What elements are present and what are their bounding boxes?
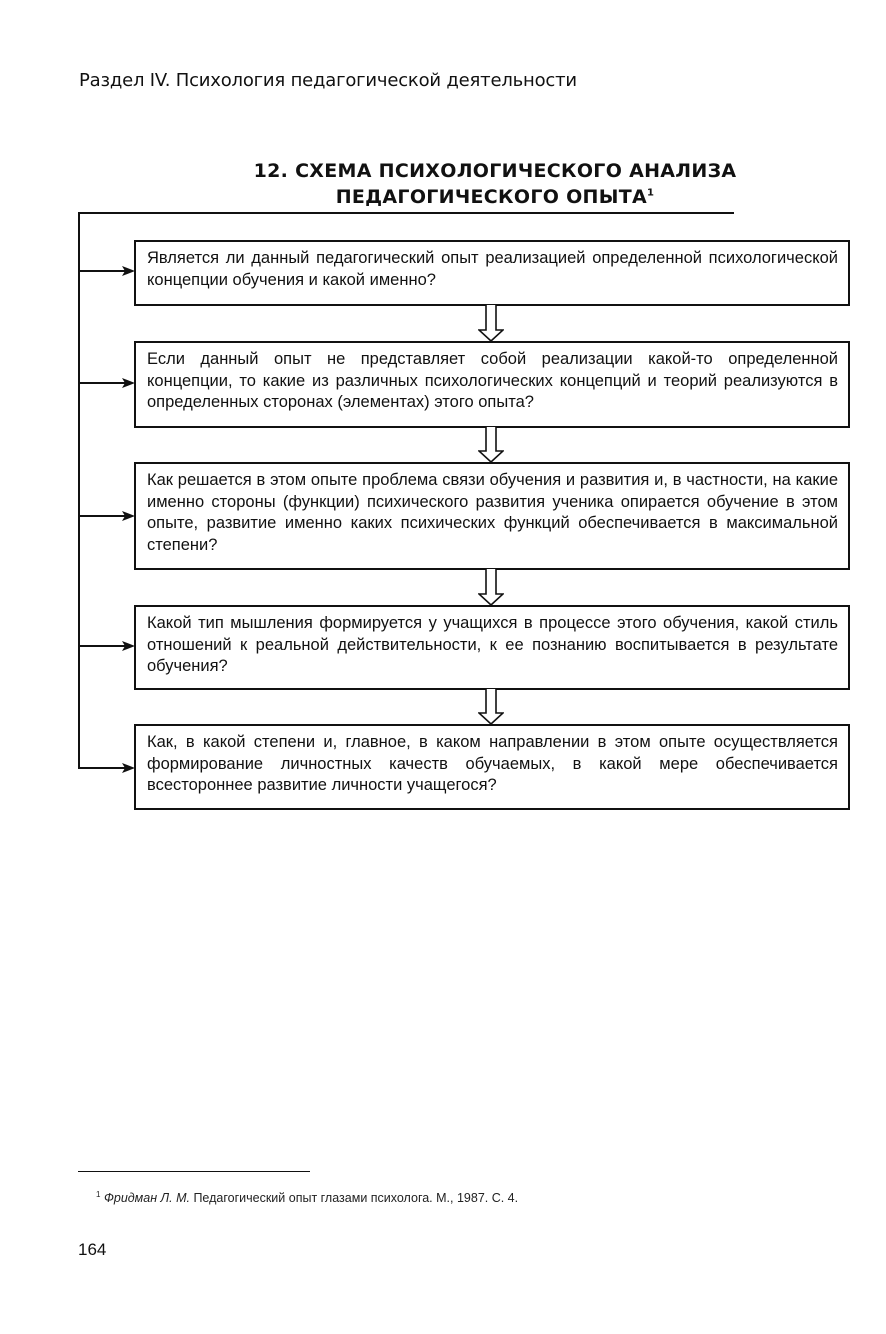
question-box-3: Как решается в этом опыте проблема связи обучения и развития и, в частности, на какие именно стороны (функции) психического развития ученика опирается обучение в этом опыте, развитие именно каких психических функций обеспечивается в максимальной степени? bbox=[134, 462, 850, 570]
hollow-arrow-down-icon bbox=[478, 569, 504, 606]
question-box-2: Если данный опыт не представляет собой реализации какой-то определенной концепции, то какие из различных психологических концепций и теорий реализуются в определенных сторонах (элементах) этого опыта? bbox=[134, 341, 850, 428]
arrow-right-icon bbox=[78, 640, 136, 652]
arrow-right-icon bbox=[78, 377, 136, 389]
question-box-4: Какой тип мышления формируется у учащихся в процессе этого обучения, какой стиль отношений к реальной действительности, к ее познанию воспитывается в результате обучения? bbox=[134, 605, 850, 690]
frame-left-line bbox=[78, 212, 80, 769]
question-box-5: Как, в какой степени и, главное, в каком направлении в этом опыте осуществляется формирование личностных качеств обучаемых, в какой мере обеспечивается всестороннее развитие личности учащегося? bbox=[134, 724, 850, 810]
arrow-right-icon bbox=[78, 265, 136, 277]
footnote-author: Фридман Л. М. bbox=[103, 1191, 190, 1205]
arrow-right-icon bbox=[78, 762, 136, 774]
footnote-text: Педагогический опыт глазами психолога. М., 1987. С. 4. bbox=[189, 1191, 519, 1205]
hollow-arrow-down-icon bbox=[478, 689, 504, 725]
footnote-mark: 1 bbox=[96, 1189, 101, 1199]
hollow-arrow-down-icon bbox=[478, 427, 504, 463]
diagram-title bbox=[150, 158, 840, 210]
footnote bbox=[96, 1191, 518, 1205]
question-box-1: Является ли данный педагогический опыт реализацией определенной психологической концепции обучения и какой именно? bbox=[134, 240, 850, 306]
title-line-2: ПЕДАГОГИЧЕСКОГО ОПЫТА$^1$ bbox=[335, 186, 655, 208]
footnote-rule bbox=[78, 1171, 310, 1172]
arrow-right-icon bbox=[78, 510, 136, 522]
title-footnote-mark: 1 bbox=[647, 187, 655, 199]
page-number: 164 bbox=[78, 1240, 107, 1259]
title-line-1: 12. СХЕМА ПСИХОЛОГИЧЕСКОГО АНАЛИЗА bbox=[253, 160, 737, 182]
running-head: Раздел IV. Психология педагогической деятельности bbox=[79, 70, 577, 91]
frame-top-line bbox=[78, 212, 734, 214]
hollow-arrow-down-icon bbox=[478, 305, 504, 342]
